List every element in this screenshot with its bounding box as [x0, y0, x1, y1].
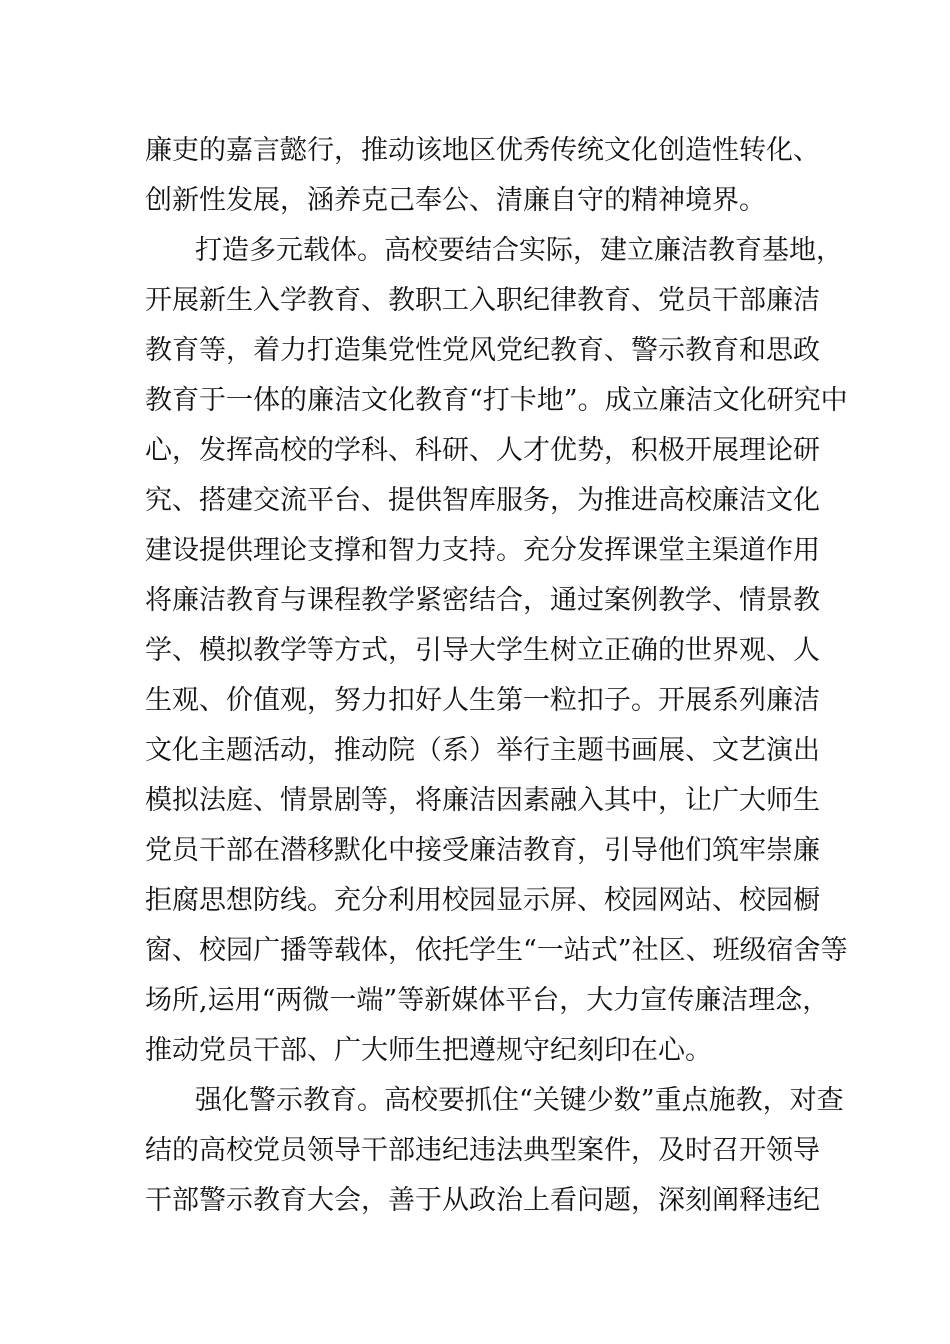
text-line: 教育等，着力打造集党性党风党纪教育、警示教育和思政: [145, 335, 820, 366]
text-line: 学、模拟教学等方式，引导大学生树立正确的世界观、人: [145, 635, 820, 666]
text-line: 模拟法庭、情景剧等，将廉洁因素融入其中，让广大师生: [145, 785, 820, 816]
text-line: 开展新生入学教育、教职工入职纪律教育、党员干部廉洁: [145, 285, 820, 316]
paragraph-start-line: 强化警示教育。高校要抓住“关键少数”重点施教，对查: [195, 1085, 844, 1116]
text-line: 推动党员干部、广大师生把遵规守纪刻印在心。: [145, 1035, 712, 1066]
text-line: 建设提供理论支撑和智力支持。充分发挥课堂主渠道作用: [145, 535, 820, 566]
text-line: 干部警示教育大会，善于从政治上看问题，深刻阐释违纪: [145, 1185, 820, 1216]
text-line: 教育于一体的廉洁文化教育“打卡地”。成立廉洁文化研究中: [145, 385, 848, 416]
text-line: 生观、价值观，努力扣好人生第一粒扣子。开展系列廉洁: [145, 685, 820, 716]
text-line: 拒腐思想防线。充分利用校园显示屏、校园网站、校园橱: [145, 885, 820, 916]
text-line: 窗、校园广播等载体，依托学生“一站式”社区、班级宿舍等: [145, 935, 848, 966]
text-line: 结的高校党员领导干部违纪违法典型案件，及时召开领导: [145, 1135, 820, 1166]
text-line: 党员干部在潜移默化中接受廉洁教育，引导他们筑牢崇廉: [145, 835, 820, 866]
text-line: 廉吏的嘉言懿行，推动该地区优秀传统文化创造性转化、: [145, 135, 820, 166]
text-line: 文化主题活动，推动院（系）举行主题书画展、文艺演出: [145, 735, 820, 766]
body-text: [145, 126, 848, 1226]
paragraph-start-line: 打造多元载体。高校要结合实际，建立廉洁教育基地，: [195, 235, 843, 266]
text-line: 场所,运用“两微一端”等新媒体平台，大力宣传廉洁理念，: [145, 985, 830, 1016]
text-line: 将廉洁教育与课程教学紧密结合，通过案例教学、情景教: [145, 585, 820, 616]
text-line: 究、搭建交流平台、提供智库服务，为推进高校廉洁文化: [145, 485, 820, 516]
text-line: 创新性发展，涵养克己奉公、清廉自守的精神境界。: [145, 185, 766, 216]
text-line: 心，发挥高校的学科、科研、人才优势，积极开展理论研: [145, 435, 820, 466]
